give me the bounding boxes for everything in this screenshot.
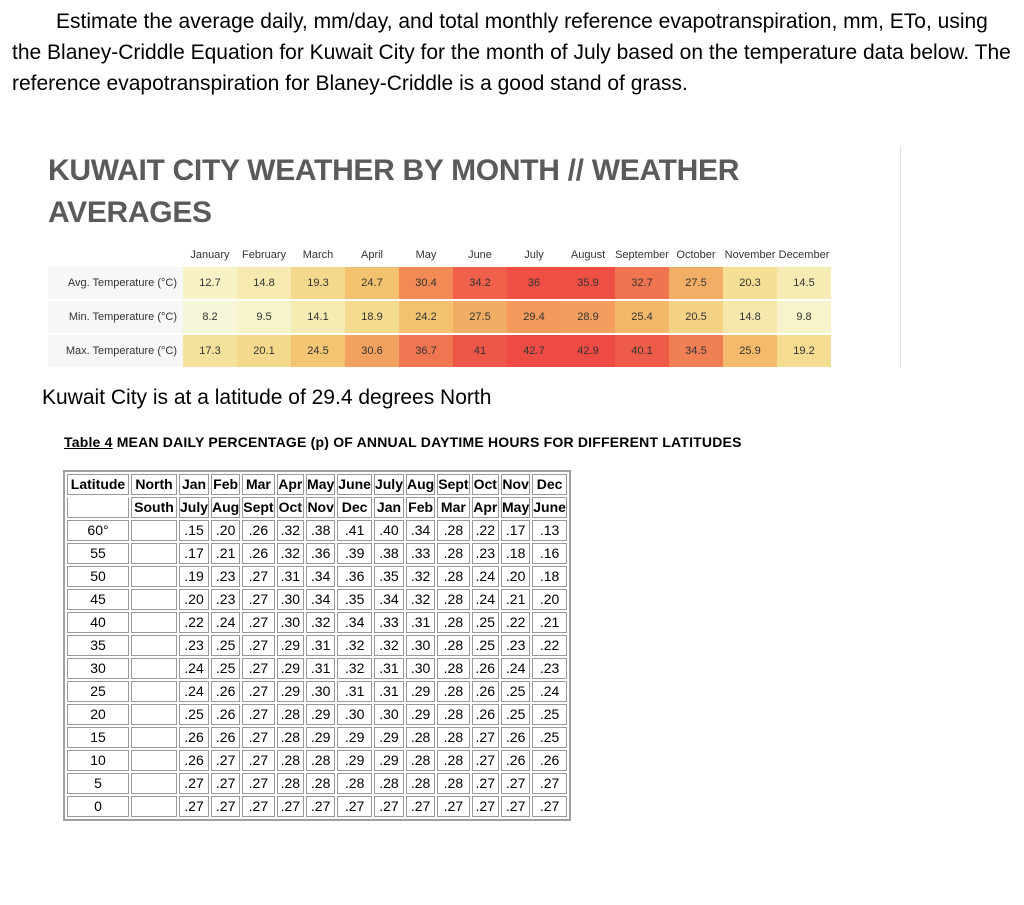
weather-month-march: March xyxy=(302,249,334,261)
pct-value-cell: .28 xyxy=(437,566,469,587)
pct-row xyxy=(67,589,567,610)
weather-title: KUWAIT CITY WEATHER BY MONTH // WEATHER AVERAGES xyxy=(48,154,740,229)
pct-header-cell: Mar xyxy=(437,497,469,518)
pct-value-cell: .27 xyxy=(242,750,274,771)
pct-value-cell: .17 xyxy=(501,520,530,541)
pct-latitude-cell: 60° xyxy=(67,520,129,541)
pct-value-cell: .38 xyxy=(306,520,335,541)
pct-row xyxy=(67,681,567,702)
weather-cell: 20.3 xyxy=(723,265,777,299)
pct-header-cell: Oct xyxy=(472,474,499,495)
pct-header-cell: Aug xyxy=(406,474,435,495)
weather-row-label: Max. Temperature (°C) xyxy=(48,333,183,367)
pct-value-cell: .27 xyxy=(306,796,335,817)
pct-value-cell: .21 xyxy=(211,543,240,564)
pct-value-cell: .28 xyxy=(277,727,304,748)
pct-value-cell: .27 xyxy=(211,796,240,817)
pct-value-cell: .35 xyxy=(337,589,372,610)
pct-value-cell: .32 xyxy=(406,566,435,587)
weather-cell: 29.4 xyxy=(507,299,561,333)
pct-value-cell: .24 xyxy=(532,681,567,702)
pct-value-cell: .28 xyxy=(437,773,469,794)
pct-value-cell: .28 xyxy=(437,704,469,725)
pct-value-cell: .25 xyxy=(211,658,240,679)
pct-header-cell xyxy=(67,497,129,518)
pct-value-cell: .21 xyxy=(501,589,530,610)
pct-value-cell: .28 xyxy=(406,773,435,794)
pct-value-cell: .27 xyxy=(211,773,240,794)
pct-value-cell: .34 xyxy=(306,566,335,587)
pct-header-cell: Nov xyxy=(501,474,530,495)
pct-value-cell: .27 xyxy=(337,796,372,817)
pct-value-cell: .24 xyxy=(179,658,209,679)
pct-value-cell: .36 xyxy=(306,543,335,564)
pct-value-cell: .29 xyxy=(406,681,435,702)
weather-month-december: December xyxy=(778,249,830,261)
pct-row xyxy=(67,520,567,541)
pct-latitude-cell: 30 xyxy=(67,658,129,679)
weather-row xyxy=(48,265,831,299)
weather-month-february: February xyxy=(241,249,287,261)
weather-cell: 27.5 xyxy=(453,299,507,333)
pct-value-cell: .18 xyxy=(532,566,567,587)
pct-value-cell: .23 xyxy=(501,635,530,656)
pct-header-cell: Dec xyxy=(532,474,567,495)
pct-row xyxy=(67,727,567,748)
pct-value-cell: .26 xyxy=(472,681,499,702)
pct-value-cell: .23 xyxy=(179,635,209,656)
pct-value-cell: .25 xyxy=(211,635,240,656)
weather-cell: 20.5 xyxy=(669,299,723,333)
pct-value-cell: .28 xyxy=(437,750,469,771)
pct-value-cell: .27 xyxy=(532,773,567,794)
pct-value-cell: .32 xyxy=(337,635,372,656)
pct-value-cell: .26 xyxy=(472,704,499,725)
pct-value-cell: .24 xyxy=(472,589,499,610)
pct-header-cell: Feb xyxy=(211,474,240,495)
pct-value-cell: .32 xyxy=(277,543,304,564)
pct-value-cell: .26 xyxy=(179,727,209,748)
pct-value-cell: .27 xyxy=(242,566,274,587)
pct-value-cell: .26 xyxy=(242,543,274,564)
weather-cell: 30.6 xyxy=(345,333,399,367)
pct-header-cell: Aug xyxy=(211,497,240,518)
pct-value-cell: .25 xyxy=(472,612,499,633)
pct-value-cell: .29 xyxy=(337,750,372,771)
weather-month-september: September xyxy=(615,249,669,261)
daytime-percentage-body xyxy=(67,474,567,817)
weather-cell: 25.4 xyxy=(615,299,669,333)
pct-value-cell: .22 xyxy=(532,635,567,656)
pct-value-cell: .28 xyxy=(277,773,304,794)
pct-value-cell: .26 xyxy=(211,704,240,725)
pct-header-cell: Nov xyxy=(306,497,335,518)
weather-month-october: October xyxy=(676,249,716,261)
pct-value-cell: .31 xyxy=(277,566,304,587)
pct-value-cell: .32 xyxy=(406,589,435,610)
pct-value-cell: .26 xyxy=(501,750,530,771)
table4-label: Table 4 xyxy=(64,434,113,450)
weather-cell: 8.2 xyxy=(183,299,237,333)
pct-value-cell: .26 xyxy=(472,658,499,679)
pct-value-cell: .27 xyxy=(242,612,274,633)
pct-value-cell: .28 xyxy=(437,658,469,679)
weather-cell: 25.9 xyxy=(723,333,777,367)
pct-empty-cell xyxy=(131,727,177,748)
pct-empty-cell xyxy=(131,681,177,702)
pct-value-cell: .18 xyxy=(501,543,530,564)
pct-value-cell: .28 xyxy=(374,773,404,794)
weather-cell: 34.2 xyxy=(453,265,507,299)
pct-value-cell: .24 xyxy=(211,612,240,633)
pct-header-cell: Feb xyxy=(406,497,435,518)
weather-cell: 9.5 xyxy=(237,299,291,333)
pct-value-cell: .13 xyxy=(532,520,567,541)
pct-value-cell: .23 xyxy=(472,543,499,564)
pct-value-cell: .27 xyxy=(501,796,530,817)
pct-value-cell: .26 xyxy=(211,727,240,748)
weather-cell: 17.3 xyxy=(183,333,237,367)
pct-row xyxy=(67,658,567,679)
pct-value-cell: .29 xyxy=(277,658,304,679)
pct-value-cell: .27 xyxy=(374,796,404,817)
pct-value-cell: .28 xyxy=(337,773,372,794)
weather-cell: 14.1 xyxy=(291,299,345,333)
pct-value-cell: .17 xyxy=(179,543,209,564)
pct-value-cell: .24 xyxy=(501,658,530,679)
pct-value-cell: .29 xyxy=(406,704,435,725)
pct-header-cell: June xyxy=(532,497,567,518)
pct-value-cell: .28 xyxy=(437,589,469,610)
weather-cell: 28.9 xyxy=(561,299,615,333)
pct-header-cell: June xyxy=(337,474,372,495)
pct-value-cell: .28 xyxy=(437,612,469,633)
weather-cell: 19.3 xyxy=(291,265,345,299)
pct-row xyxy=(67,543,567,564)
pct-value-cell: .31 xyxy=(306,658,335,679)
pct-header-cell: Latitude xyxy=(67,474,129,495)
pct-value-cell: .20 xyxy=(501,566,530,587)
pct-value-cell: .27 xyxy=(472,727,499,748)
pct-value-cell: .30 xyxy=(406,658,435,679)
pct-value-cell: .27 xyxy=(472,773,499,794)
pct-value-cell: .27 xyxy=(211,750,240,771)
pct-latitude-cell: 25 xyxy=(67,681,129,702)
pct-value-cell: .30 xyxy=(306,681,335,702)
pct-header-cell: Jan xyxy=(374,497,404,518)
weather-row xyxy=(48,333,831,367)
weather-cell: 30.4 xyxy=(399,265,453,299)
pct-empty-cell xyxy=(131,773,177,794)
latitude-note: Kuwait City is at a latitude of 29.4 degrees North xyxy=(42,386,492,409)
pct-value-cell: .38 xyxy=(374,543,404,564)
pct-value-cell: .28 xyxy=(277,750,304,771)
pct-value-cell: .34 xyxy=(374,589,404,610)
pct-latitude-cell: 0 xyxy=(67,796,129,817)
pct-value-cell: .31 xyxy=(374,681,404,702)
pct-latitude-cell: 40 xyxy=(67,612,129,633)
pct-value-cell: .27 xyxy=(242,635,274,656)
pct-value-cell: .23 xyxy=(211,589,240,610)
weather-cell: 19.2 xyxy=(777,333,831,367)
pct-value-cell: .26 xyxy=(242,520,274,541)
weather-cell: 34.5 xyxy=(669,333,723,367)
pct-value-cell: .27 xyxy=(242,727,274,748)
pct-value-cell: .27 xyxy=(406,796,435,817)
pct-value-cell: .27 xyxy=(437,796,469,817)
pct-latitude-cell: 55 xyxy=(67,543,129,564)
weather-month-june: June xyxy=(468,249,492,261)
pct-value-cell: .26 xyxy=(532,750,567,771)
pct-value-cell: .34 xyxy=(306,589,335,610)
pct-value-cell: .22 xyxy=(501,612,530,633)
pct-header-cell: Sept xyxy=(242,497,274,518)
pct-value-cell: .27 xyxy=(242,704,274,725)
pct-value-cell: .32 xyxy=(277,520,304,541)
pct-value-cell: .35 xyxy=(374,566,404,587)
pct-value-cell: .27 xyxy=(472,796,499,817)
pct-value-cell: .27 xyxy=(501,773,530,794)
pct-value-cell: .32 xyxy=(374,635,404,656)
pct-header-cell: July xyxy=(374,474,404,495)
pct-empty-cell xyxy=(131,589,177,610)
pct-value-cell: .22 xyxy=(472,520,499,541)
pct-value-cell: .20 xyxy=(532,589,567,610)
question-text xyxy=(12,6,1012,99)
pct-value-cell: .29 xyxy=(374,727,404,748)
pct-latitude-cell: 10 xyxy=(67,750,129,771)
pct-value-cell: .25 xyxy=(501,681,530,702)
weather-cell: 42.7 xyxy=(507,333,561,367)
pct-value-cell: .24 xyxy=(472,566,499,587)
pct-value-cell: .28 xyxy=(306,773,335,794)
pct-latitude-cell: 5 xyxy=(67,773,129,794)
pct-empty-cell xyxy=(131,543,177,564)
pct-empty-cell xyxy=(131,658,177,679)
weather-cell: 24.2 xyxy=(399,299,453,333)
pct-value-cell: .33 xyxy=(406,543,435,564)
pct-value-cell: .27 xyxy=(179,773,209,794)
pct-latitude-cell: 35 xyxy=(67,635,129,656)
weather-cell: 18.9 xyxy=(345,299,399,333)
pct-header-cell: Apr xyxy=(277,474,304,495)
weather-cell: 24.5 xyxy=(291,333,345,367)
pct-value-cell: .27 xyxy=(242,681,274,702)
pct-value-cell: .25 xyxy=(532,704,567,725)
pct-value-cell: .29 xyxy=(337,727,372,748)
pct-header-cell: Jan xyxy=(179,474,209,495)
pct-value-cell: .26 xyxy=(179,750,209,771)
pct-value-cell: .30 xyxy=(374,704,404,725)
pct-value-cell: .23 xyxy=(532,658,567,679)
pct-header-north xyxy=(67,474,567,495)
pct-row xyxy=(67,773,567,794)
pct-value-cell: .27 xyxy=(242,658,274,679)
pct-value-cell: .40 xyxy=(374,520,404,541)
pct-value-cell: .28 xyxy=(437,635,469,656)
pct-value-cell: .28 xyxy=(437,681,469,702)
pct-header-cell: South xyxy=(131,497,177,518)
weather-cell: 12.7 xyxy=(183,265,237,299)
pct-value-cell: .28 xyxy=(406,750,435,771)
weather-cell: 36 xyxy=(507,265,561,299)
pct-row xyxy=(67,566,567,587)
pct-value-cell: .31 xyxy=(306,635,335,656)
pct-header-south xyxy=(67,497,567,518)
weather-table xyxy=(48,245,831,367)
pct-value-cell: .29 xyxy=(306,727,335,748)
pct-empty-cell xyxy=(131,566,177,587)
pct-value-cell: .27 xyxy=(179,796,209,817)
weather-averages-panel xyxy=(40,146,901,368)
pct-value-cell: .25 xyxy=(179,704,209,725)
pct-value-cell: .28 xyxy=(406,727,435,748)
weather-cell: 9.8 xyxy=(777,299,831,333)
pct-value-cell: .25 xyxy=(472,635,499,656)
pct-value-cell: .23 xyxy=(211,566,240,587)
weather-month-november: November xyxy=(724,249,776,261)
weather-month-august: August xyxy=(570,249,606,261)
pct-row xyxy=(67,750,567,771)
weather-cell: 27.5 xyxy=(669,265,723,299)
weather-cell: 41 xyxy=(453,333,507,367)
weather-header-blank xyxy=(48,245,183,265)
pct-header-cell: Apr xyxy=(472,497,499,518)
weather-cell: 35.9 xyxy=(561,265,615,299)
weather-cell: 24.7 xyxy=(345,265,399,299)
pct-latitude-cell: 20 xyxy=(67,704,129,725)
weather-cell: 20.1 xyxy=(237,333,291,367)
pct-value-cell: .28 xyxy=(277,704,304,725)
pct-value-cell: .22 xyxy=(179,612,209,633)
pct-latitude-cell: 15 xyxy=(67,727,129,748)
pct-header-cell: Mar xyxy=(242,474,274,495)
pct-value-cell: .30 xyxy=(337,704,372,725)
weather-month-may: May xyxy=(415,249,437,261)
pct-value-cell: .28 xyxy=(306,750,335,771)
weather-month-april: April xyxy=(360,249,383,261)
pct-value-cell: .34 xyxy=(337,612,372,633)
question-body: Estimate the average daily, mm/day, and total monthly reference evapotranspiration, mm, ETo, using the Blaney-Criddle Equation for Kuwait City for the month of July based on the temperature data below. The reference evapotranspiration for Blaney-Criddle is a good stand of grass. xyxy=(12,10,1011,95)
pct-empty-cell xyxy=(131,796,177,817)
pct-value-cell: .31 xyxy=(374,658,404,679)
pct-row xyxy=(67,612,567,633)
pct-header-cell: Sept xyxy=(437,474,469,495)
pct-value-cell: .30 xyxy=(277,589,304,610)
weather-month-july: July xyxy=(524,249,544,261)
pct-header-cell: May xyxy=(501,497,530,518)
pct-value-cell: .28 xyxy=(437,727,469,748)
pct-value-cell: .30 xyxy=(406,635,435,656)
pct-value-cell: .33 xyxy=(374,612,404,633)
pct-value-cell: .16 xyxy=(532,543,567,564)
pct-value-cell: .20 xyxy=(179,589,209,610)
pct-value-cell: .26 xyxy=(501,727,530,748)
pct-header-cell: North xyxy=(131,474,177,495)
pct-value-cell: .32 xyxy=(337,658,372,679)
pct-value-cell: .32 xyxy=(306,612,335,633)
pct-value-cell: .26 xyxy=(211,681,240,702)
pct-value-cell: .29 xyxy=(306,704,335,725)
weather-cell: 14.8 xyxy=(237,265,291,299)
daytime-percentage-table xyxy=(63,470,571,821)
weather-cell: 14.8 xyxy=(723,299,777,333)
pct-value-cell: .19 xyxy=(179,566,209,587)
pct-value-cell: .20 xyxy=(211,520,240,541)
pct-value-cell: .29 xyxy=(374,750,404,771)
pct-value-cell: .25 xyxy=(532,727,567,748)
pct-row xyxy=(67,796,567,817)
weather-month-header xyxy=(48,245,831,265)
pct-value-cell: .27 xyxy=(532,796,567,817)
pct-value-cell: .27 xyxy=(277,796,304,817)
pct-value-cell: .34 xyxy=(406,520,435,541)
pct-latitude-cell: 50 xyxy=(67,566,129,587)
pct-header-cell: July xyxy=(179,497,209,518)
table4-title: MEAN DAILY PERCENTAGE (p) OF ANNUAL DAYTIME HOURS FOR DIFFERENT LATITUDES xyxy=(112,434,742,450)
pct-value-cell: .31 xyxy=(406,612,435,633)
pct-value-cell: .41 xyxy=(337,520,372,541)
pct-value-cell: .28 xyxy=(437,520,469,541)
pct-value-cell: .36 xyxy=(337,566,372,587)
pct-latitude-cell: 45 xyxy=(67,589,129,610)
weather-table-body xyxy=(48,265,831,367)
pct-empty-cell xyxy=(131,612,177,633)
weather-cell: 36.7 xyxy=(399,333,453,367)
pct-value-cell: .29 xyxy=(277,681,304,702)
pct-value-cell: .28 xyxy=(437,543,469,564)
pct-value-cell: .24 xyxy=(179,681,209,702)
pct-row xyxy=(67,635,567,656)
pct-value-cell: .29 xyxy=(277,635,304,656)
pct-empty-cell xyxy=(131,704,177,725)
weather-row-label: Avg. Temperature (°C) xyxy=(48,265,183,299)
pct-empty-cell xyxy=(131,750,177,771)
pct-value-cell: .25 xyxy=(501,704,530,725)
pct-value-cell: .21 xyxy=(532,612,567,633)
pct-value-cell: .27 xyxy=(242,773,274,794)
weather-row-label: Min. Temperature (°C) xyxy=(48,299,183,333)
pct-value-cell: .30 xyxy=(277,612,304,633)
weather-cell: 14.5 xyxy=(777,265,831,299)
pct-value-cell: .31 xyxy=(337,681,372,702)
pct-empty-cell xyxy=(131,520,177,541)
weather-cell: 40.1 xyxy=(615,333,669,367)
pct-value-cell: .39 xyxy=(337,543,372,564)
weather-cell: 32.7 xyxy=(615,265,669,299)
pct-value-cell: .27 xyxy=(472,750,499,771)
pct-value-cell: .27 xyxy=(242,589,274,610)
pct-value-cell: .15 xyxy=(179,520,209,541)
weather-cell: 42.9 xyxy=(561,333,615,367)
weather-month-january: January xyxy=(190,249,230,261)
pct-header-cell: Oct xyxy=(277,497,304,518)
pct-value-cell: .27 xyxy=(242,796,274,817)
pct-empty-cell xyxy=(131,635,177,656)
weather-row xyxy=(48,299,831,333)
pct-header-cell: May xyxy=(306,474,335,495)
pct-header-cell: Dec xyxy=(337,497,372,518)
pct-row xyxy=(67,704,567,725)
table4-caption xyxy=(64,434,742,450)
